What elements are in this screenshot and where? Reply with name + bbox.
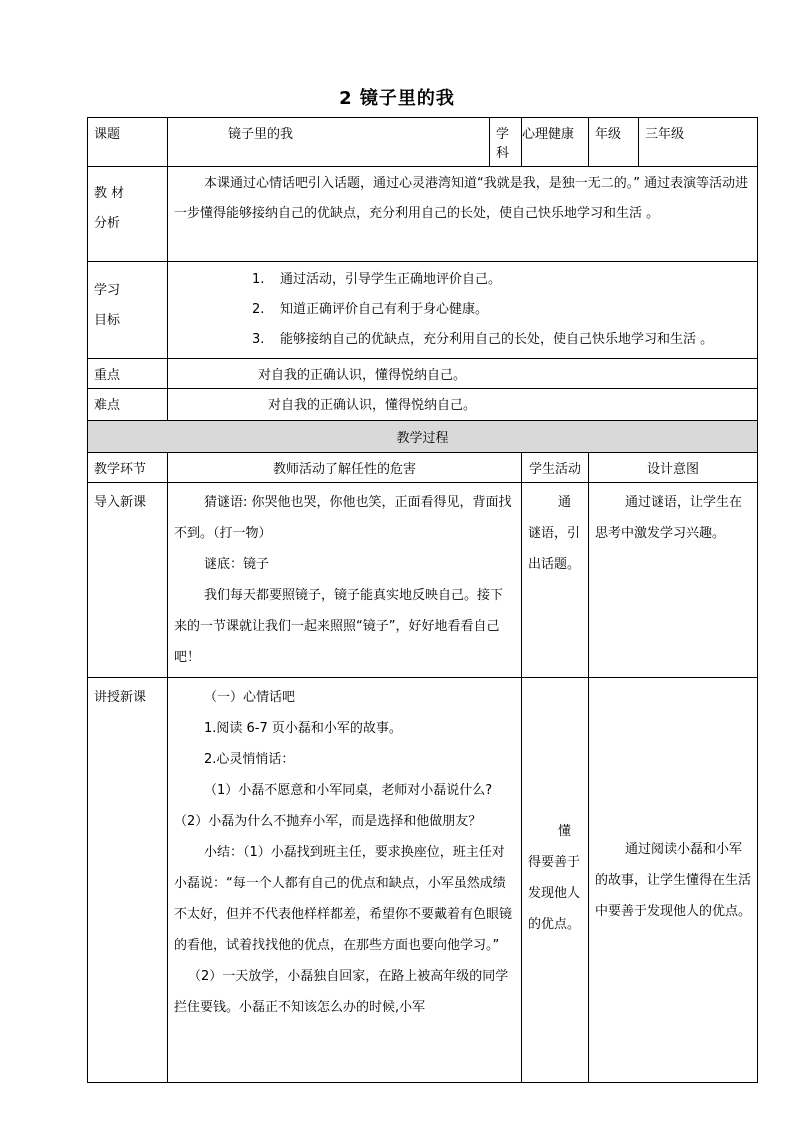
topic-value: 镜子里的我	[168, 118, 490, 167]
col-header-purpose: 设计意图	[589, 453, 758, 483]
intro-student: 通谜语，引出话题。	[522, 483, 589, 678]
difficulty-label: 难点	[88, 389, 168, 421]
topic-label: 课题	[88, 118, 168, 167]
lesson-plan-table	[87, 117, 758, 1083]
lesson-row	[88, 678, 758, 1083]
analysis-text: 本课通过心情话吧引入话题，通过心灵港湾知道“我就是我，是独一无二的。” 通过表演等活动进一步懂得能够接纳自己的优缺点，充分利用自己的长处，使自己快乐地学习和生活 。	[168, 167, 758, 262]
goal-item: 2. 知道正确评价自己有利于身心健康。	[252, 302, 489, 317]
page-title: 2 镜子里的我	[339, 88, 455, 109]
subject-value: 心理健康	[522, 118, 589, 167]
col-header-stage: 教学环节	[88, 453, 168, 483]
lesson-stage: 讲授新课	[88, 678, 168, 1083]
analysis-row	[88, 167, 758, 262]
process-header: 教学过程	[88, 421, 758, 453]
intro-teacher: 猜谜语: 你哭他也哭，你他也笑，正面看得见，背面找不到。（打一物） 谜底：镜子 我们每天都要照镜子，镜子能真实地反映自己。接下来的一节课就让我们一起来照照“镜子”，好好地看看自己吧！	[168, 483, 522, 678]
analysis-label: 教 材 分析	[88, 167, 168, 262]
process-header-row	[88, 421, 758, 453]
lesson-purpose: 通过阅读小磊和小军的故事，让学生懂得在生活中要善于发现他人的优点。	[589, 678, 758, 1083]
goal-item: 1. 通过活动，引导学生正确地评价自己。	[252, 272, 502, 287]
lesson-teacher: （一）心情话吧 1.阅读 6-7 页小磊和小军的故事。 2.心灵悄悄话： （1）小磊不愿意和小军同桌，老师对小磊说什么?（2）小磊为什么不抛弃小军，而是选择和他做朋友？ 小结：（1）小磊找到班主任，要求换座位，班主任对小磊说：“每一个人都有自己的优点和缺点，小军虽然成绩不太好，但并不代表他样样都差，希望你不要戴着有色眼镜的看他，试着找找他的优点，在那些方面也要向他学习。” （2）一天放学，小磊独自回家，在路上被高年级的同学拦住要钱。小磊正不知该怎么办的时候,小军	[168, 678, 522, 1083]
goals-label: 学习 目标	[88, 262, 168, 359]
grade-value: 三年级	[639, 118, 758, 167]
goals-list	[168, 262, 758, 359]
subject-label: 学科	[490, 118, 522, 167]
col-header-teacher: 教师活动了解任性的危害	[168, 453, 522, 483]
goals-row	[88, 262, 758, 359]
col-header-student: 学生活动	[522, 453, 589, 483]
key-point-row	[88, 359, 758, 389]
grade-label: 年级	[589, 118, 639, 167]
intro-purpose: 通过谜语，让学生在思考中激发学习兴趣。	[589, 483, 758, 678]
difficulty-row	[88, 389, 758, 421]
info-row	[88, 118, 758, 167]
lesson-student: 懂得要善于发现他人的优点。	[522, 678, 589, 1083]
key-point-text: 对自我的正确认识，懂得悦纳自己。	[168, 359, 758, 389]
intro-stage: 导入新课	[88, 483, 168, 678]
goal-item: 3. 能够接纳自己的优缺点，充分利用自己的长处，使自己快乐地学习和生活 。	[252, 332, 714, 347]
key-point-label: 重点	[88, 359, 168, 389]
difficulty-text: 对自我的正确认识，懂得悦纳自己。	[168, 389, 758, 421]
column-header-row	[88, 453, 758, 483]
intro-row	[88, 483, 758, 678]
